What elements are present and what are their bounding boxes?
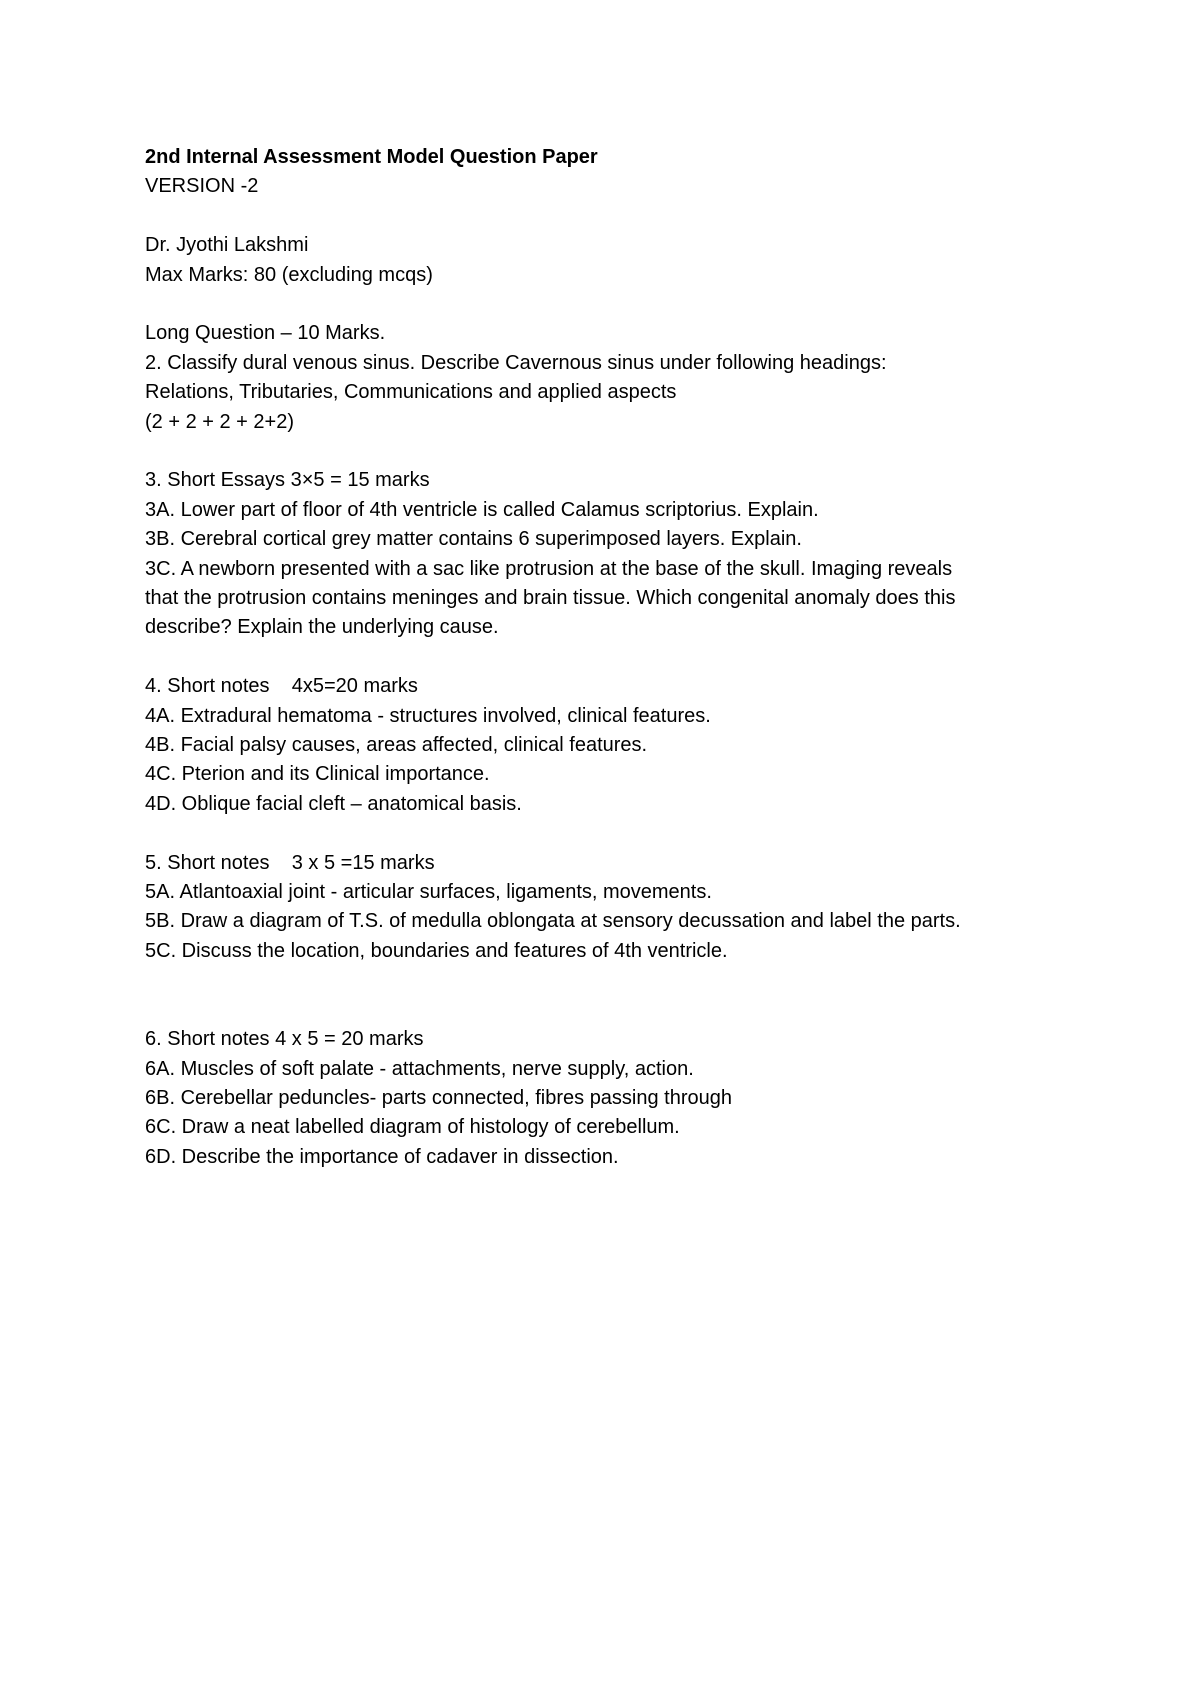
question-line: 2. Classify dural venous sinus. Describe Cavernous sinus under following headings: — [145, 351, 887, 374]
question-line: 3B. Cerebral cortical grey matter contains 6 superimposed layers. Explain. — [145, 528, 802, 551]
spacer — [145, 437, 1145, 466]
section-heading: 4. Short notes 4x5=20 marks — [145, 675, 418, 698]
question-line: 6C. Draw a neat labelled diagram of histology of cerebellum. — [145, 1116, 680, 1139]
question-line: 5C. Discuss the location, boundaries and features of 4th ventricle. — [145, 939, 728, 962]
question-line: 4C. Pterion and its Clinical importance. — [145, 763, 490, 786]
spacer — [145, 819, 1145, 848]
spacer — [145, 202, 1145, 231]
question-line: 4B. Facial palsy causes, areas affected, clinical features. — [145, 734, 648, 757]
question-line: 4D. Oblique facial cleft – anatomical basis. — [145, 792, 522, 815]
long-question-section — [145, 319, 1145, 437]
spacer — [145, 643, 1145, 672]
spacer — [145, 290, 1145, 319]
max-marks: Max Marks: 80 (excluding mcqs) — [145, 263, 433, 286]
question-line: 3C. A newborn presented with a sac like protrusion at the base of the skull. Imaging reveals — [145, 557, 953, 580]
question-line: 4A. Extradural hematoma - structures involved, clinical features. — [145, 704, 711, 727]
short-notes-6-section — [145, 1025, 1145, 1172]
short-notes-4-section — [145, 672, 1145, 819]
question-line: 3A. Lower part of floor of 4th ventricle is called Calamus scriptorius. Explain. — [145, 498, 819, 521]
author-name: Dr. Jyothi Lakshmi — [145, 234, 309, 257]
question-line: Relations, Tributaries, Communications and applied aspects — [145, 381, 677, 404]
document-title: 2nd Internal Assessment Model Question Paper — [145, 146, 598, 168]
document-page — [145, 143, 1145, 1172]
question-line: 5B. Draw a diagram of T.S. of medulla oblongata at sensory decussation and label the parts. — [145, 910, 961, 933]
question-line: 6D. Describe the importance of cadaver in dissection. — [145, 1145, 619, 1168]
short-essays-section — [145, 466, 1145, 642]
question-line: 6B. Cerebellar peduncles- parts connected, fibres passing through — [145, 1086, 733, 1109]
section-heading: 6. Short notes 4 x 5 = 20 marks — [145, 1028, 424, 1051]
question-line: describe? Explain the underlying cause. — [145, 616, 499, 639]
short-notes-5-section — [145, 849, 1145, 967]
question-line: 6A. Muscles of soft palate - attachments, nerve supply, action. — [145, 1057, 694, 1080]
spacer — [145, 966, 1145, 1025]
section-heading: 3. Short Essays 3×5 = 15 marks — [145, 469, 430, 492]
section-heading: Long Question – 10 Marks. — [145, 322, 386, 345]
question-line: that the protrusion contains meninges and brain tissue. Which congenital anomaly does this — [145, 587, 956, 610]
section-heading: 5. Short notes 3 x 5 =15 marks — [145, 851, 435, 874]
question-line: 5A. Atlantoaxial joint - articular surfaces, ligaments, movements. — [145, 881, 712, 904]
marks-breakdown: (2 + 2 + 2 + 2+2) — [145, 410, 294, 433]
version-label: VERSION -2 — [145, 175, 259, 198]
